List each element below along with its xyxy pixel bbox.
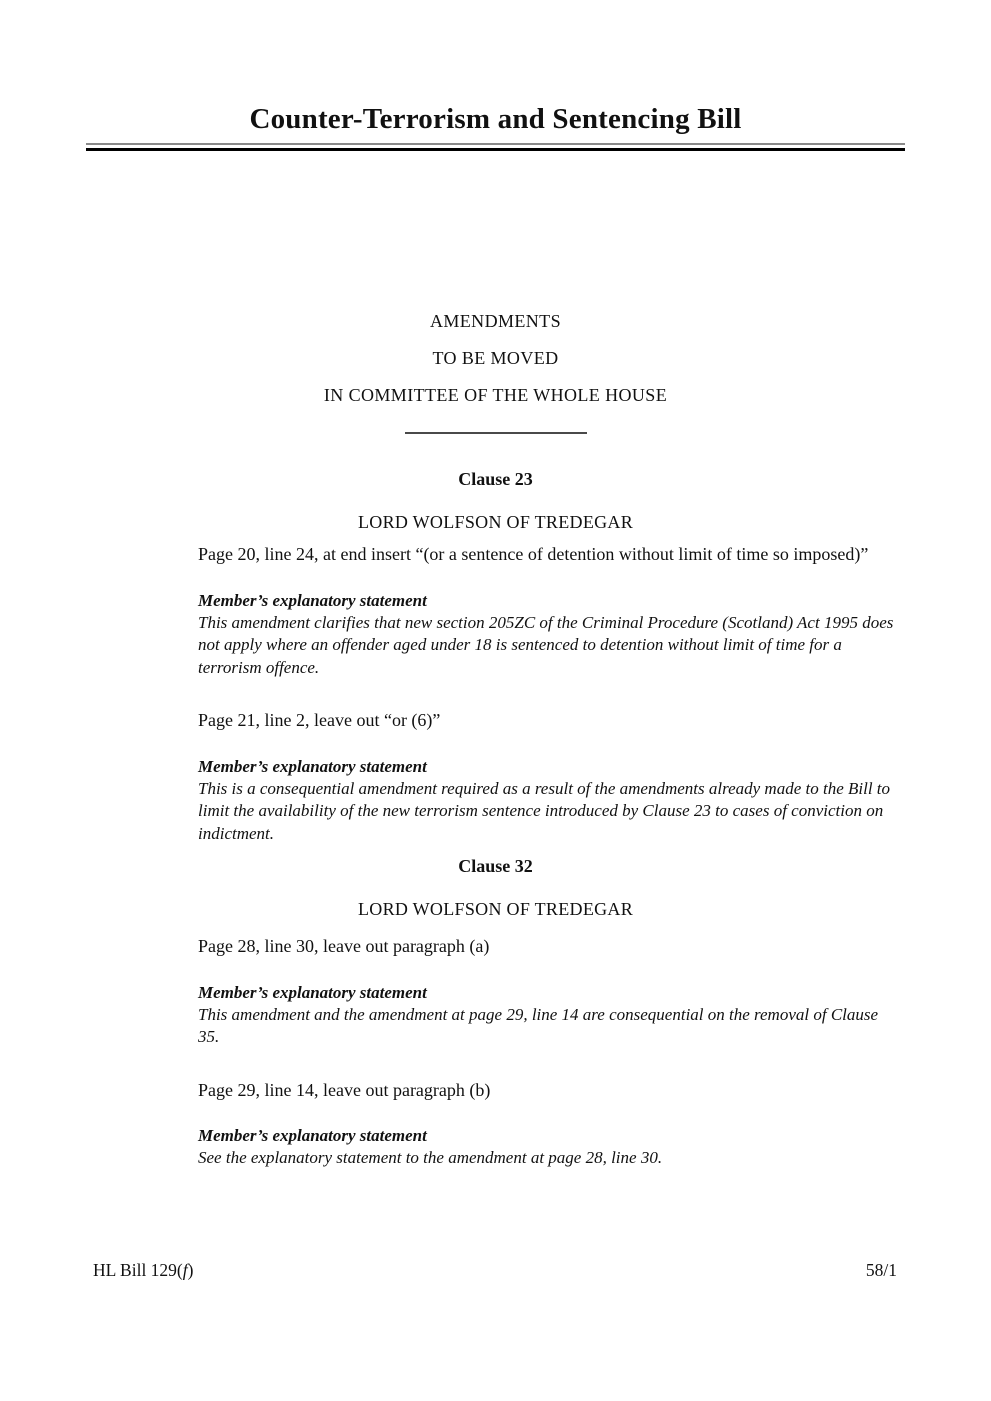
amendment-text: Page 29, line 14, leave out paragraph (b) <box>198 1079 491 1100</box>
bill-reference-italic: f <box>182 1260 188 1280</box>
clause-23-section <box>0 470 991 845</box>
preamble-divider <box>405 432 587 434</box>
explanatory-statement-text: This amendment clarifies that new section 205ZC of the Criminal Procedure (Scotland) Act 1995 does not apply where an offender aged under 18 is sentenced to detention without limit of time for a terrorism offence. <box>198 612 894 677</box>
explanatory-statement-label: Member’s explanatory statement <box>198 590 427 610</box>
clause-32-section <box>0 857 991 1170</box>
amendment-text: Page 20, line 24, at end insert “(or a sentence of detention without limit of time so imposed)” <box>198 544 869 564</box>
preamble-line-to-be-moved: TO BE MOVED <box>432 348 559 368</box>
explanatory-statement-text: See the explanatory statement to the amendment at page 28, line 30. <box>198 1148 663 1167</box>
clause-heading: Clause 23 <box>458 469 533 489</box>
explanatory-statement-label: Member’s explanatory statement <box>198 982 427 1002</box>
preamble-line-committee: IN COMMITTEE OF THE WHOLE HOUSE <box>323 385 668 405</box>
bill-reference-suffix: ) <box>187 1260 194 1280</box>
preamble-line-amendments: AMENDMENTS <box>429 311 561 331</box>
explanatory-statement-text: This is a consequential amendment required as a result of the amendments already made to the Bill to limit the availability of the new terrorism sentence introduced by Clause 23 to cases of conviction on indictment. <box>198 778 891 843</box>
bill-reference-prefix: HL Bill 129( <box>93 1260 183 1280</box>
bill-reference <box>93 1260 193 1280</box>
sponsor-name: LORD WOLFSON OF TREDEGAR <box>357 899 634 919</box>
amendment-text: Page 28, line 30, leave out paragraph (a) <box>198 936 490 956</box>
sheet-number: 58/1 <box>865 1260 897 1280</box>
page-footer <box>93 1260 897 1280</box>
sponsor-name: LORD WOLFSON OF TREDEGAR <box>357 512 634 532</box>
clause-heading: Clause 32 <box>458 856 533 876</box>
title-double-rule <box>86 143 905 151</box>
explanatory-statement-label: Member’s explanatory statement <box>198 756 427 776</box>
preamble <box>0 303 991 414</box>
amendment-text: Page 21, line 2, leave out “or (6)” <box>198 710 441 730</box>
explanatory-statement-label: Member’s explanatory statement <box>198 1126 427 1145</box>
explanatory-statement-text: This amendment and the amendment at page 29, line 14 are consequential on the removal of Clause 35. <box>198 1004 879 1046</box>
document-title: Counter-Terrorism and Sentencing Bill <box>249 103 742 135</box>
